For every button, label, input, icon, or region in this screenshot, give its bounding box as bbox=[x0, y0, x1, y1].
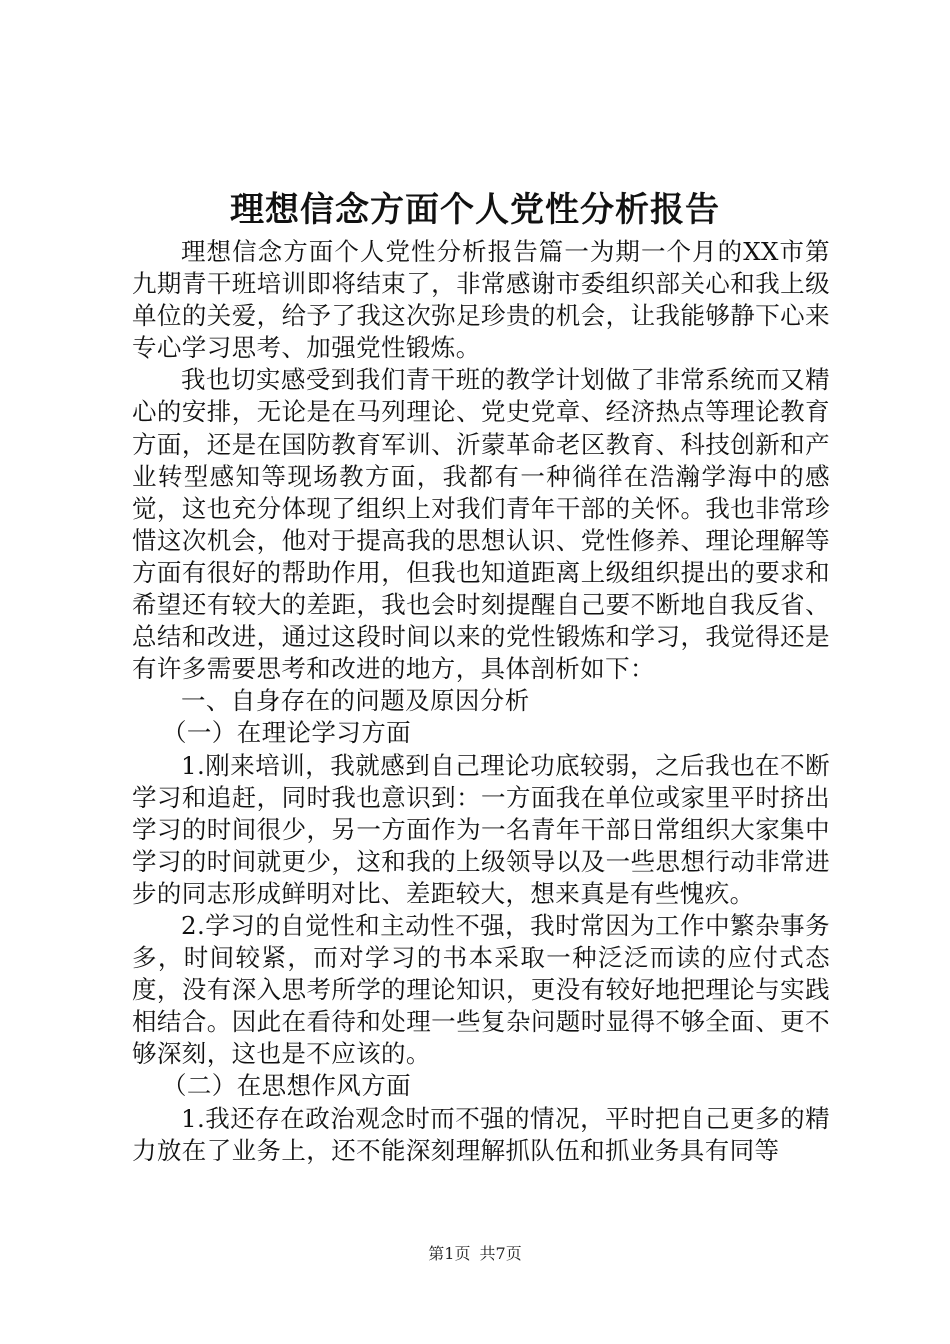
style-item-1: 1.我还存在政治观念时而不强的情况，平时把自己更多的精力放在了业务上，还不能深刻理解抓队伍和抓业务具有同等 bbox=[132, 1103, 830, 1165]
page-footer bbox=[0, 1242, 950, 1266]
theory-item-1: 1.刚来培训，我就感到自己理论功底较弱，之后我也在不断学习和追赶，同时我也意识到：一方面我在单位或家里平时挤出学习的时间很少，另一方面作为一名青年干部日常组织大家集中学习的时间就更少，这和我的上级领导以及一些思想行动非常进步的同志形成鲜明对比、差距较大，想来真是有些愧疚。 bbox=[132, 750, 830, 908]
subsection-heading-style: （二）在思想作风方面 bbox=[162, 1071, 411, 1101]
context-paragraph: 我也切实感受到我们青干班的教学计划做了非常系统而又精心的安排，无论是在马列理论、党史党章、经济热点等理论教育方面，还是在国防教育军训、沂蒙革命老区教育、科技创新和产业转型感知等现场教方面，我都有一种徜徉在浩瀚学海中的感觉，这也充分体现了组织上对我们青年干部的关怀。我也非常珍惜这次机会，他对于提高我的思想认识、党性修养、理论理解等方面有很好的帮助作用，但我也知道距离上级组织提出的要求和希望还有较大的差距，我也会时刻提醒自己要不断地自我反省、总结和改进，通过这段时间以来的党性锻炼和学习，我觉得还是有许多需要思考和改进的地方，具体剖析如下： bbox=[132, 365, 830, 684]
section-heading: 一、自身存在的问题及原因分析 bbox=[181, 686, 530, 716]
page-total: 共7页 bbox=[479, 1244, 522, 1263]
theory-item-2: 2.学习的自觉性和主动性不强，我时常因为工作中繁杂事务多，时间较紧，而对学习的书本采取一种泛泛而读的应付式态度，没有深入思考所学的理论知识，更没有较好地把理论与实践相结合。因此在看待和处理一些复杂问题时显得不够全面、更不够深刻，这也是不应该的。 bbox=[132, 910, 830, 1069]
document-body bbox=[132, 236, 830, 1167]
subsection-heading-theory: （一）在理论学习方面 bbox=[162, 718, 411, 748]
page-number: 第1页 bbox=[428, 1244, 471, 1263]
document-title: 理想信念方面个人党性分析报告 bbox=[230, 190, 720, 230]
intro-paragraph: 理想信念方面个人党性分析报告篇一为期一个月的XX市第九期青干班培训即将结束了，非常感谢市委组织部关心和我上级单位的关爱，给予了我这次弥足珍贵的机会，让我能够静下心来专心学习思考、加强党性锻炼。 bbox=[132, 237, 830, 363]
